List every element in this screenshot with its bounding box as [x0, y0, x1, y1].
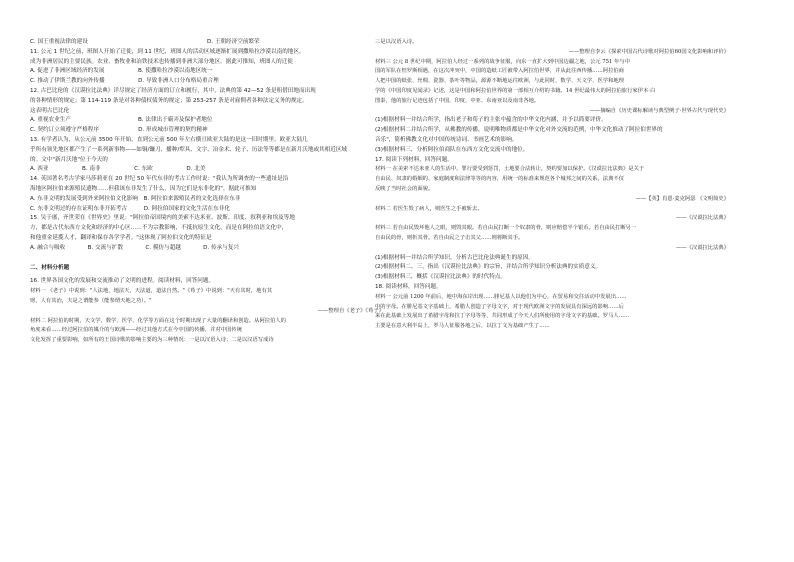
continuation-text: 三是以汉语入诗。: [375, 39, 418, 45]
section-title: 二、材料分析题: [30, 264, 70, 271]
question-17: 17. 阅读下列材料，回答问题。 材料一 在美索不达米亚人的生活中，罪行要受到惩罚，土地要合法转让，契约要加以保护。《汉谟拉比法典》是关于 自由民、奴隶的婚姻的、家庭制度和法律等等的内容，用统一的标准来规范各个城邦之间的关系。法典不仅 反映了当时社会的面貌。 ——【英】肖恩·麦克阿瑟 《文明简史》 材料二 若医生毁了病人，则医生之手被斩去。 ——《汉谟拉比法典》 材料三 若自由民毁坏他人之眼，则毁其眼。若自由民打断一个奴隶的骨，则应赔偿半个银币。若自由民打断另一 自由民的骨，则折其骨。若自由民之子击其父……则将断其手。 ——《汉谟拉比法典》 (1)根据材料一并结合所学知识，分析古巴比伦法典诞生的原因。 (2)根据材料二、三，指出《汉谟拉比法典》的宗旨，并结合所学知识分析法典的实质意义。 (3)根据材料三，概括《汉谟拉比法典》的时代特点。: [375, 156, 729, 281]
right-column: [375, 38, 729, 332]
question-16-subquestions: (1)根据材料一并结合所学，指出老子和荀子的主张中蕴含的中华文化内涵，并予以简要评价。 (2)根据材料二并结合所学，从佛教的传播，说明唯物质都是中华文化对外交流的范例，中华文化推动了阿拉伯世界的 音乐"，简析佛教文化对中国传统诗词、书画艺术的影响。 (3)根据材料三，分析阿拉伯商队在东西方文化交流中的地位。: [375, 117, 663, 153]
question-18: 18. 阅读材料，回答问题。 材料一 公元前 1200 年前后，地中海东岸出现……腓尼基人以他们为中心，在贸易和交往活动中发展出…… 中的字母。在腓尼基文字基础上，希腊人创造了字母文字，对于现代欧洲文字的发展具有深远的影响……后 来在此基础上发展出了希腊字母和拉丁字母等等，共同形成了今天人们所使用的字母文字的基础。罗马人…… 主要是在意大利半岛上，罗马人征服各地之后，以拉丁文为基础产生了……: [375, 283, 630, 330]
option-d: D. 王朝经济空前繁荣: [207, 39, 260, 45]
option-c: C. 国王重视法律的建设: [30, 39, 88, 45]
question-15: 15. 吴于廑，齐世荣在《世界史》里说："阿拉伯帝国境内的美索不达米亚、波斯、印度、叙利亚和埃及等地 方，都是古代东西方文化和经济的中心区……不为宗教影响，不抵抗原生文化，而是在阿拉伯语文化中， 和他重金延揽人才，翻译和保存各学学者。"这体现了阿拉伯文化的特征是 A. 融合与吸收 B. 交流与扩散 C. 模仿与超越 D. 传承与复兴: [30, 215, 295, 251]
question-12: 12. 古巴比伦的《汉谟拉比法典》详尽规定了经济方面的订立和履行，其中，法典的第 42—52 条是租借田地而出现 的各种情形的规定；第 114-119 条是对各种债权债务的规定；第 253-257 条是对雇佣者各种法定义务的规定。 这表明古巴比伦 A. 重视农业生产 B. 法律出于霸弄及保护者地位 C. 契约订立须遵守严格程序 D. 形成城市管理的契约精神: [30, 87, 316, 134]
source-2: ——摘编自《历史课标解读与典型例子·世界古代与现代史》: [589, 107, 729, 114]
question-13: 13. 有学者认为，从公元前 3500 年开始，直到公元前 500 年左右横亘欧亚大陆的是这一旧时期里，欧亚大陆几 乎所有领先地区都产生了一系列新事物——如铜/镰刀、播种/犁具、文字、冶金术、轮子、历法等等都是在新月沃地或其相近区域 的。文中"新月沃地"位于今天的 A. 西亚 B. 南非 C. 东欧 D. 北美: [30, 136, 348, 173]
left-column: [30, 38, 384, 346]
question-14: 14. 英国著名考古学家马莎莉亚在 20 世纪 50 年代东非的考古工作时说："我认为所调查的一些遗址是沿 海地区阿拉伯来源殖民遗物……但我该东非发生了什么，因为它们是东非化的"。据此可推知 A. 东非文明的发展受到外来阿拉伯文化影响 B. 阿拉伯来源殖民者的文化选择在东非 C. 东非文明过的存在证明东非开拓考古 D. 阿拉伯国家的文化生活在东非化: [30, 176, 289, 212]
question-16-material-3: 材料三 公元 8 世纪中期，阿拉伯人经过一系列的战争征服，向东一直扩大到中国边疆之地，公元 751 年与中 国的军队在怛罗斯相遇，在这次冲突中，中国的造纸工匠被带入阿拉伯世界，并从此往西传播……阿拉伯商 人把中国的纸张、丝绸、瓷器、茶叶等物品，源源不断地运往欧洲，与此同时，数学、天文学、医学和地理 学的《中国印度见闻录》记述，这是中国和阿拉伯世界的第一部相互介绍的书籍。14 世纪最伟大的阿拉伯旅行家伊本·白 图泰，他的旅行足迹包括了中国，印度、中亚、东南亚以及南非各地。: [375, 58, 656, 104]
question-11: 11. 公元 1 世纪之前，班图人开始了迁徙，到 11 世纪，班图人的活动区域逐渐扩展到撒哈拉沙漠以南的地区， 成为非洲居民的主要民族。农业、畜牧业和冶铁技术也传播到非洲大部分地区。据此可推知，班图人的迁徙 A. 促进了非洲区域经济的发展 B. 使撒哈拉沙漠以南地区统一 C. 推动了伊斯兰教的向外传播 D. 导致非洲人口分布格局重合理: [30, 48, 305, 85]
source-1: ——整理自李云《探索中国古代诗歌对阿拉伯60国文化影响和评价》: [568, 48, 729, 55]
question-16: 16. 世界各国文化的发展和交流推动了文明的进程。阅读材料，回答问题。 材料一 《老子》中说到："人法地，地法天，天法道，道法自然。"《荀子》中说到："天有其时，地有其 财，人有其治，夫是之谓能参（能参谓天地之功）。" ——整理自《老子》《荀子》 材料二 阿拉伯的时期，天文学、数学、医学、化学等方面在这个时期出现了大量的翻译和创造。从阿拉伯人的 角度来看……经过阿拉伯的媒介的与欧洲——经过其他方式在今中国的传播，并对中国传统 文化发挥了重要影响，如所有的王国诗歌的影响主要的为三种情况：一是以汉语入诗；二是以汉语写成诗: [30, 278, 384, 344]
question-10-options: [30, 38, 384, 48]
